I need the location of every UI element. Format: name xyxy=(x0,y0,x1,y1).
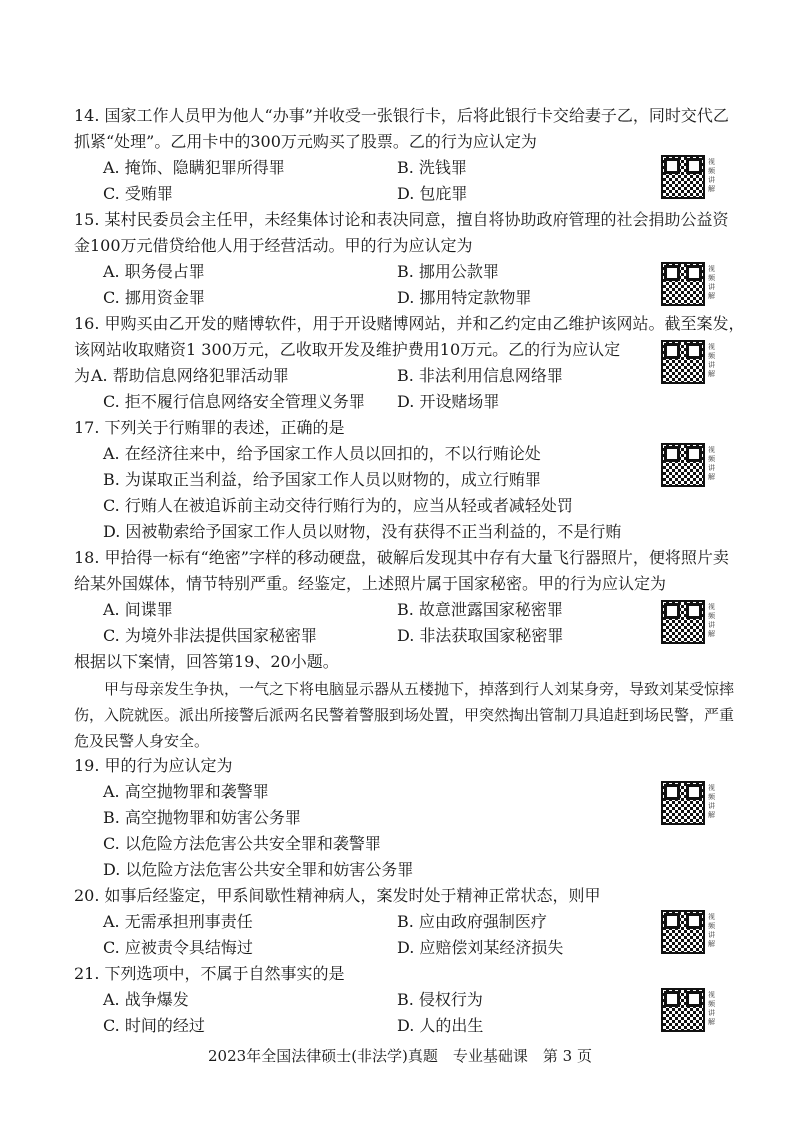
question-15-option-a: A. 职务侵占罪 xyxy=(103,262,205,281)
question-20-option-d: D. 应赔偿刘某经济损失 xyxy=(397,938,564,957)
qr-video-label: 视频讲解 xyxy=(708,343,715,378)
question-15-stem-cont: 金100万元借贷给他人用于经营活动。甲的行为应认定为 xyxy=(74,236,473,255)
question-16-option-d: D. 开设赌场罪 xyxy=(397,392,500,411)
question-17-option-a: A. 在经济往来中，给予国家工作人员以回扣的，不以行贿论处 xyxy=(103,444,541,463)
question-16-option-a: A. 帮助信息网络犯罪活动罪 xyxy=(91,366,289,385)
qr-video-label: 视频讲解 xyxy=(708,913,715,948)
question-20-option-b: B. 应由政府强制医疗 xyxy=(397,912,547,931)
question-18-option-b: B. 故意泄露国家秘密罪 xyxy=(397,600,563,619)
question-19-option-c: C. 以危险方法危害公共安全罪和袭警罪 xyxy=(103,834,381,853)
question-14-option-a: A. 掩饰、隐瞒犯罪所得罪 xyxy=(103,158,285,177)
case-text: 甲与母亲发生争执，一气之下将电脑显示器从五楼抛下，掉落到行人刘某身旁，导致刘某受惊摔伤，入院就医。派出所接警后派两名民警着警服到场处置，甲突然掏出管制刀具追赶到场民警，严重危及民警人身安全。 xyxy=(74,680,735,750)
question-16-stem: 16. 甲购买由乙开发的赌博软件，用于开设赌博网站，并和乙约定由乙维护该网站。截至案发， xyxy=(74,314,745,333)
question-17-option-b: B. 为谋取正当利益，给予国家工作人员以财物的，成立行贿罪 xyxy=(103,470,541,489)
question-19-option-b: B. 高空抛物罪和妨害公务罪 xyxy=(103,808,301,827)
qr-video-label: 视频讲解 xyxy=(708,446,715,481)
qr-video-label: 视频讲解 xyxy=(708,265,715,300)
question-19-stem: 19. 甲的行为应认定为 xyxy=(74,756,233,775)
question-17-stem: 17. 下列关于行贿罪的表述，正确的是 xyxy=(74,418,345,437)
question-14-option-d: D. 包庇罪 xyxy=(397,184,468,203)
question-15-stem: 15. 某村民委员会主任甲，未经集体讨论和表决同意，擅自将协助政府管理的社会捐助公益资 xyxy=(74,210,729,229)
question-20-option-c: C. 应被责令具结悔过 xyxy=(103,938,253,957)
qr-video-label: 视频讲解 xyxy=(708,603,715,638)
question-20-stem: 20. 如事后经鉴定，甲系间歇性精神病人，案发时处于精神正常状态，则甲 xyxy=(74,886,601,905)
question-18-option-a: A. 间谍罪 xyxy=(103,600,173,619)
qr-code-icon[interactable] xyxy=(661,340,705,384)
page-footer: 2023年全国法律硕士(非法学)真题 专业基础课 第 3 页 xyxy=(208,1047,592,1065)
question-21-option-d: D. 人的出生 xyxy=(397,1016,484,1035)
question-16-option-c: C. 拒不履行信息网络安全管理义务罪 xyxy=(103,392,365,411)
qr-code-icon[interactable] xyxy=(661,781,705,825)
question-16-option-b: B. 非法利用信息网络罪 xyxy=(397,366,563,385)
question-18-stem-cont: 给某外国媒体，情节特别严重。经鉴定，上述照片属于国家秘密。甲的行为应认定为 xyxy=(74,574,667,593)
question-17-option-c: C. 行贿人在被追诉前主动交待行贿行为的，应当从轻或者减轻处罚 xyxy=(103,496,573,515)
qr-video-label: 视频讲解 xyxy=(708,158,715,193)
question-15-option-c: C. 挪用资金罪 xyxy=(103,288,205,307)
qr-video-label: 视频讲解 xyxy=(708,991,715,1026)
qr-code-icon[interactable] xyxy=(661,910,705,954)
question-18-option-c: C. 为境外非法提供国家秘密罪 xyxy=(103,626,317,645)
question-19-option-a: A. 高空抛物罪和袭警罪 xyxy=(103,782,269,801)
qr-code-icon[interactable] xyxy=(661,443,705,487)
question-18-option-d: D. 非法获取国家秘密罪 xyxy=(397,626,564,645)
question-17-option-d: D. 因被勒索给予国家工作人员以财物，没有获得不正当利益的，不是行贿 xyxy=(103,522,622,541)
qr-code-icon[interactable] xyxy=(661,600,705,644)
qr-code-icon[interactable] xyxy=(661,155,705,199)
qr-video-label: 视频讲解 xyxy=(708,784,715,819)
question-16-stem-cont: 该网站收取赌资1 300万元，乙收取开发及维护费用10万元。乙的行为应认定 xyxy=(74,340,621,359)
question-14-option-b: B. 洗钱罪 xyxy=(397,158,467,177)
question-15-option-b: B. 挪用公款罪 xyxy=(397,262,499,281)
question-15-option-d: D. 挪用特定款物罪 xyxy=(397,288,532,307)
question-21-option-a: A. 战争爆发 xyxy=(103,990,189,1009)
question-16-stem-cont2: 为 xyxy=(74,366,91,385)
question-14-stem: 14. 国家工作人员甲为他人“办事”并收受一张银行卡，后将此银行卡交给妻子乙，同时交代乙 xyxy=(74,106,729,125)
question-19-option-d: D. 以危险方法危害公共安全罪和妨害公务罪 xyxy=(103,860,414,879)
qr-code-icon[interactable] xyxy=(661,988,705,1032)
question-14-stem-cont: 抓紧“处理”。乙用卡中的300万元购买了股票。乙的行为应认定为 xyxy=(74,132,537,151)
question-21-stem: 21. 下列选项中，不属于自然事实的是 xyxy=(74,964,345,983)
case-intro: 根据以下案情，回答第19、20小题。 xyxy=(74,652,339,671)
question-14-option-c: C. 受贿罪 xyxy=(103,184,173,203)
question-21-option-c: C. 时间的经过 xyxy=(103,1016,205,1035)
question-18-stem: 18. 甲拾得一标有“绝密”字样的移动硬盘，破解后发现其中存有大量飞行器照片，便将照片卖 xyxy=(74,548,729,567)
question-21-option-b: B. 侵权行为 xyxy=(397,990,483,1009)
qr-code-icon[interactable] xyxy=(661,262,705,306)
question-20-option-a: A. 无需承担刑事责任 xyxy=(103,912,253,931)
